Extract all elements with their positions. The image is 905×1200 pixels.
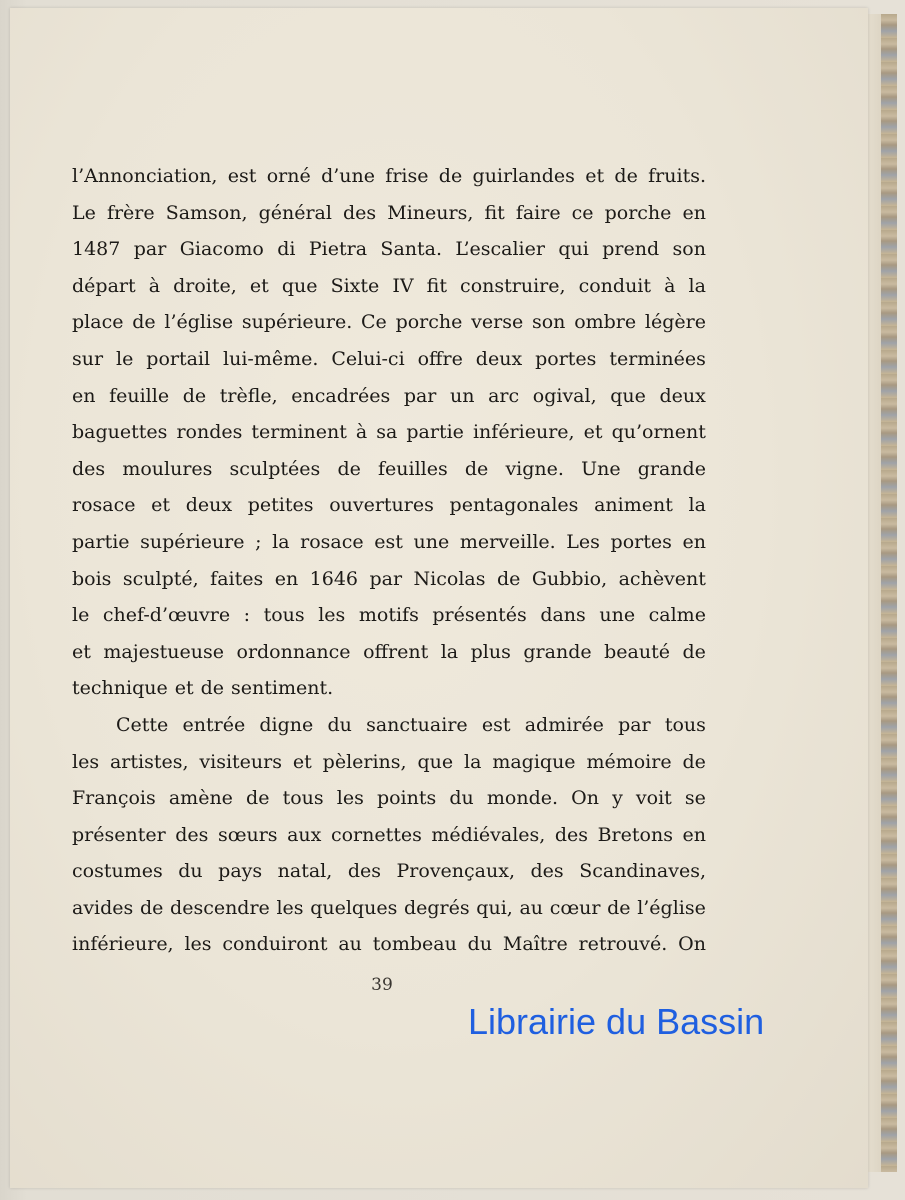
text-line: sur le portail lui-même. Celui-ci offre deux portes terminées bbox=[72, 347, 706, 370]
text-line: partie supérieure ; la rosace est une merveille. Les portes en bbox=[72, 530, 706, 553]
text-line: présenter des sœurs aux cornettes médiévales, des Bretons en bbox=[72, 823, 706, 846]
watermark: Librairie du Bassin bbox=[468, 1001, 765, 1042]
text-line: François amène de tous les points du monde. On y voit se bbox=[72, 787, 706, 810]
text-line: les artistes, visiteurs et pèlerins, que la magique mémoire de bbox=[72, 750, 706, 773]
text-line: le chef-d’œuvre : tous les motifs présentés dans une calme bbox=[72, 604, 706, 627]
page-number: 39 bbox=[371, 975, 393, 995]
text-line: l’Annonciation, est orné d’une frise de guirlandes et de fruits. bbox=[72, 165, 706, 187]
text-line: bois sculpté, faites en 1646 par Nicolas de Gubbio, achèvent bbox=[72, 567, 706, 590]
text-line: en feuille de trèfle, encadrées par un arc ogival, que deux bbox=[72, 384, 706, 407]
text-line: avides de descendre les quelques degrés qui, au cœur de l’église bbox=[72, 896, 706, 919]
text-line: inférieure, les conduiront au tombeau du Maître retrouvé. On bbox=[72, 933, 706, 956]
text-line: 1487 par Giacomo di Pietra Santa. L’escalier qui prend son bbox=[72, 238, 706, 261]
text-line: baguettes rondes terminent à sa partie inférieure, et qu’ornent bbox=[72, 421, 706, 444]
text-line: costumes du pays natal, des Provençaux, des Scandinaves, bbox=[72, 860, 706, 883]
text-line: Le frère Samson, général des Mineurs, fit faire ce porche en bbox=[72, 201, 706, 224]
text-line: Cette entrée digne du sanctuaire est admirée par tous bbox=[116, 713, 706, 736]
text-line: rosace et deux petites ouvertures pentagonales animent la bbox=[72, 494, 706, 517]
text-line: technique et de sentiment. bbox=[72, 677, 334, 700]
text-line: départ à droite, et que Sixte IV fit construire, conduit à la bbox=[72, 274, 706, 297]
text-line: place de l’église supérieure. Ce porche verse son ombre légère bbox=[72, 311, 706, 334]
text-line: des moulures sculptées de feuilles de vigne. Une grande bbox=[72, 457, 706, 480]
text-line: et majestueuse ordonnance offrent la plus grande beauté de bbox=[72, 640, 706, 663]
body-text bbox=[72, 158, 706, 963]
